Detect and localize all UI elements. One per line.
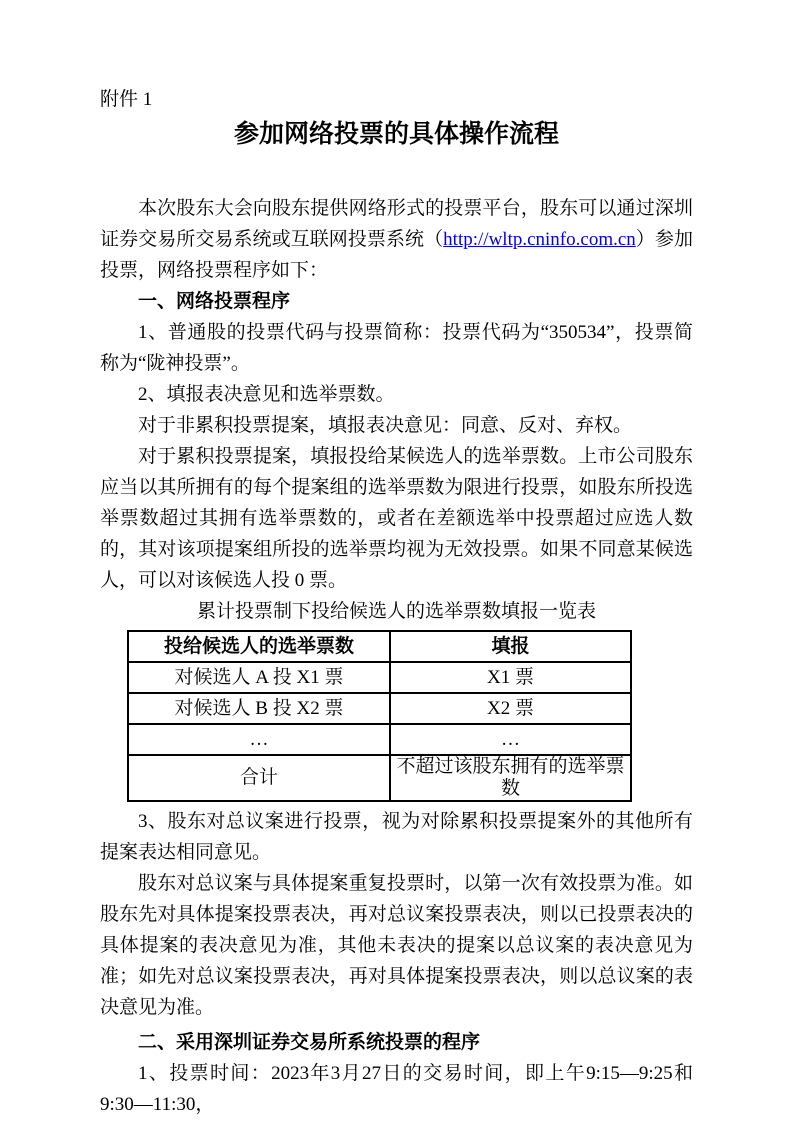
section1-item3-general-proposal: 3、股东对总议案进行投票，视为对除累积投票提案外的其他所有提案表达相同意见。 [100, 811, 693, 863]
table-cell-candidate-b-fill: X2 票 [390, 693, 631, 724]
table-cell-candidate-a: 对候选人 A 投 X1 票 [128, 662, 390, 693]
section1-item2-fill-opinion: 2、填报表决意见和选举票数。 [138, 384, 395, 405]
intro-text-after-link: ）参加投票，网络投票程序如下： [100, 229, 693, 281]
intro-text-before-link: 本次股东大会向股东提供网络形式的投票平台，股东可以通过深圳证券交易所交易系统或互联网投票系统（ [100, 198, 693, 250]
table-caption: 累计投票制下投给候选人的选举票数填报一览表 [196, 601, 596, 622]
table-row [128, 662, 631, 693]
table-cell-ellipsis: … [128, 724, 390, 755]
table-row [128, 724, 631, 755]
section2-heading: 二、采用深圳证券交易所系统投票的程序 [138, 1032, 481, 1053]
section1-heading: 一、网络投票程序 [138, 291, 291, 312]
attachment-label: 附件 1 [100, 89, 153, 110]
table-cell-ellipsis-fill: … [390, 724, 631, 755]
table-row [128, 755, 631, 801]
page-title: 参加网络投票的具体操作流程 [233, 121, 559, 148]
table-cell-total: 合计 [128, 755, 390, 801]
section1-item1-vote-code: 1、普通股的投票代码与投票简称：投票代码为“350534”，投票简称为“陇神投票”。 [100, 322, 693, 374]
para-non-cumulative: 对于非累积投票提案，填报表决意见：同意、反对、弃权。 [138, 415, 633, 436]
intro-paragraph [100, 193, 693, 286]
table-cell-total-fill: 不超过该股东拥有的选举票数 [390, 755, 631, 801]
voting-site-link[interactable]: http://wltp.cninfo.com.cn [443, 229, 636, 250]
para-cumulative: 对于累积投票提案，填报投给某候选人的选举票数。上市公司股东应当以其所拥有的每个提案组的选举票数为限进行投票，如股东所投选举票数超过其拥有选举票数的，或者在差额选举中投票超过应选人数的，其对该项提案组所投的选举票均视为无效投票。如果不同意某候选人，可以对该候选人投 0 票。 [100, 446, 693, 591]
table-header-fill-in: 填报 [390, 631, 631, 662]
section2-item1-vote-time: 1、投票时间：2023年3月27日的交易时间，即上午9:15—9:25和9:30—11:30， [100, 1063, 693, 1115]
para-repeat-vote-rule: 股东对总议案与具体提案重复投票时，以第一次有效投票为准。如股东先对具体提案投票表决，再对总议案投票表决，则以已投票表决的具体提案的表决意见为准，其他未表决的提案以总议案的表决意见为准；如先对总议案投票表决，再对具体提案投票表决，则以总议案的表决意见为准。 [100, 873, 693, 1018]
table-header-row [128, 631, 631, 662]
table-cell-candidate-b: 对候选人 B 投 X2 票 [128, 693, 390, 724]
table-row [128, 693, 631, 724]
vote-count-table [127, 630, 632, 802]
table-cell-candidate-a-fill: X1 票 [390, 662, 631, 693]
table-header-votes-for-candidate: 投给候选人的选举票数 [128, 631, 390, 662]
